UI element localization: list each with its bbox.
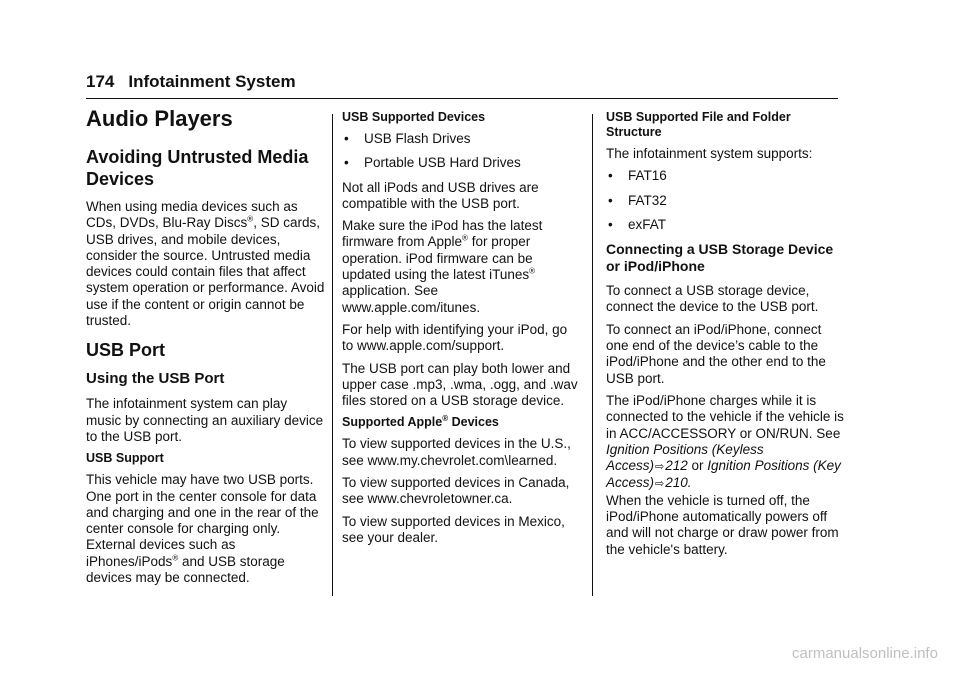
list-item: • FAT16 bbox=[606, 168, 846, 184]
apple-heading-b: Devices bbox=[448, 415, 499, 430]
file-structure-heading: USB Supported File and Folder Structure bbox=[606, 110, 791, 139]
list-item: • exFAT bbox=[606, 217, 846, 233]
firmware-text-c: application. See www.apple.com/itunes. bbox=[342, 283, 481, 315]
us-devices-text: To view supported devices in the U.S., see www.my.chevrolet.com\learned. bbox=[342, 436, 571, 468]
firmware-text-b: for proper operation. iPod firmware can be updated using the latest iTunes bbox=[342, 234, 533, 283]
or-text: or bbox=[687, 458, 708, 474]
device-list bbox=[342, 131, 578, 172]
header-rule bbox=[86, 98, 838, 99]
usb-support-text-a: This vehicle may have two USB ports. One port in the center console for data and charging and one in the rear of the center console for charging only. External devices such as iPhones/iPods bbox=[86, 472, 319, 569]
watermark: carmanualsonline.info bbox=[792, 645, 938, 662]
registered-mark: ® bbox=[529, 266, 536, 276]
ref-page-210[interactable]: 210. bbox=[665, 475, 692, 491]
supports-text: The infotainment system supports: bbox=[606, 146, 813, 161]
usb-support-text bbox=[86, 472, 326, 586]
page-header bbox=[86, 72, 296, 92]
registered-mark: ® bbox=[172, 553, 179, 563]
audio-players-title: Audio Players bbox=[86, 106, 233, 131]
untrusted-media-text bbox=[86, 199, 326, 329]
connect-usb-text: To connect a USB storage device, connect the device to the USB port. bbox=[606, 283, 819, 315]
connecting-heading: Connecting a USB Storage Device or iPod/iPhone bbox=[606, 241, 834, 275]
column-2 bbox=[342, 110, 578, 552]
column-divider-1 bbox=[332, 114, 333, 596]
registered-mark: ® bbox=[247, 214, 254, 224]
firmware-text bbox=[342, 218, 578, 316]
page-arrow-icon: ⇨ bbox=[655, 461, 665, 474]
list-item: • USB Flash Drives bbox=[342, 131, 578, 147]
list-item: • Portable USB Hard Drives bbox=[342, 155, 578, 171]
apple-heading-a: Supported Apple bbox=[342, 415, 443, 430]
compatibility-text: Not all iPods and USB drives are compatible with the USB port. bbox=[342, 179, 539, 211]
untrusted-text-b: , SD cards, USB drives, and mobile devices, consider the source. Untrusted media devices could contain files that affect system operation or performance. Avoid use if the content or origin cannot be trusted. bbox=[86, 215, 325, 329]
untrusted-text-a: When using media devices such as CDs, DVDs, Blu-Ray Discs bbox=[86, 199, 298, 231]
usb-supported-devices-heading: USB Supported Devices bbox=[342, 110, 486, 124]
format-list bbox=[606, 168, 846, 233]
formats-text: The USB port can play both lower and upper case .mp3, .wma, .ogg, and .wav files stored on a USB storage device. bbox=[342, 360, 578, 409]
ref-key-access-link[interactable]: Ignition Positions (Key Access) bbox=[606, 458, 841, 491]
page-arrow-icon: ⇨ bbox=[655, 478, 665, 491]
firmware-text-a: Make sure the iPod has the latest firmware from Apple bbox=[342, 218, 543, 250]
ref-page-212[interactable]: 212 bbox=[665, 458, 688, 474]
list-item: • FAT32 bbox=[606, 193, 846, 209]
column-divider-2 bbox=[592, 114, 593, 596]
usb-support-text-b: and USB storage devices may be connected. bbox=[86, 553, 285, 586]
supported-apple-heading bbox=[342, 415, 578, 430]
section-title: Infotainment System bbox=[128, 72, 296, 91]
charging-text bbox=[606, 393, 846, 558]
connect-ipod-text: To connect an iPod/iPhone, connect one end of the device’s cable to the iPod/iPhone and the other end to the USB port. bbox=[606, 321, 826, 386]
using-usb-port-text: The infotainment system can play music by connecting an auxiliary device to the USB port. bbox=[86, 396, 324, 444]
column-3 bbox=[606, 110, 846, 564]
ref-keyless-access-link[interactable]: Ignition Positions (Keyless Access) bbox=[606, 441, 764, 474]
registered-mark: ® bbox=[442, 414, 449, 424]
charging-text-a: The iPod/iPhone charges while it is connected to the vehicle if the vehicle is in ACC/ACCESSORY or ON/RUN. See bbox=[606, 392, 844, 441]
registered-mark: ® bbox=[462, 233, 468, 243]
using-usb-port-heading: Using the USB Port bbox=[86, 370, 225, 388]
help-text: For help with identifying your iPod, go to www.apple.com/support. bbox=[342, 321, 568, 354]
page-number: 174 bbox=[86, 72, 115, 91]
usb-support-heading: USB Support bbox=[86, 451, 164, 466]
mexico-devices-text: To view supported devices in Mexico, see your dealer. bbox=[342, 513, 565, 545]
usb-port-heading: USB Port bbox=[86, 340, 166, 361]
charging-text-b: When the vehicle is turned off, the iPod/iPhone automatically powers off and will not charge or draw power from the vehicle's battery. bbox=[606, 492, 839, 557]
column-1 bbox=[86, 106, 326, 592]
untrusted-media-heading: Avoiding Untrusted Media Devices bbox=[86, 147, 309, 189]
canada-devices-text: To view supported devices in Canada, see www.chevroletowner.ca. bbox=[342, 475, 570, 507]
